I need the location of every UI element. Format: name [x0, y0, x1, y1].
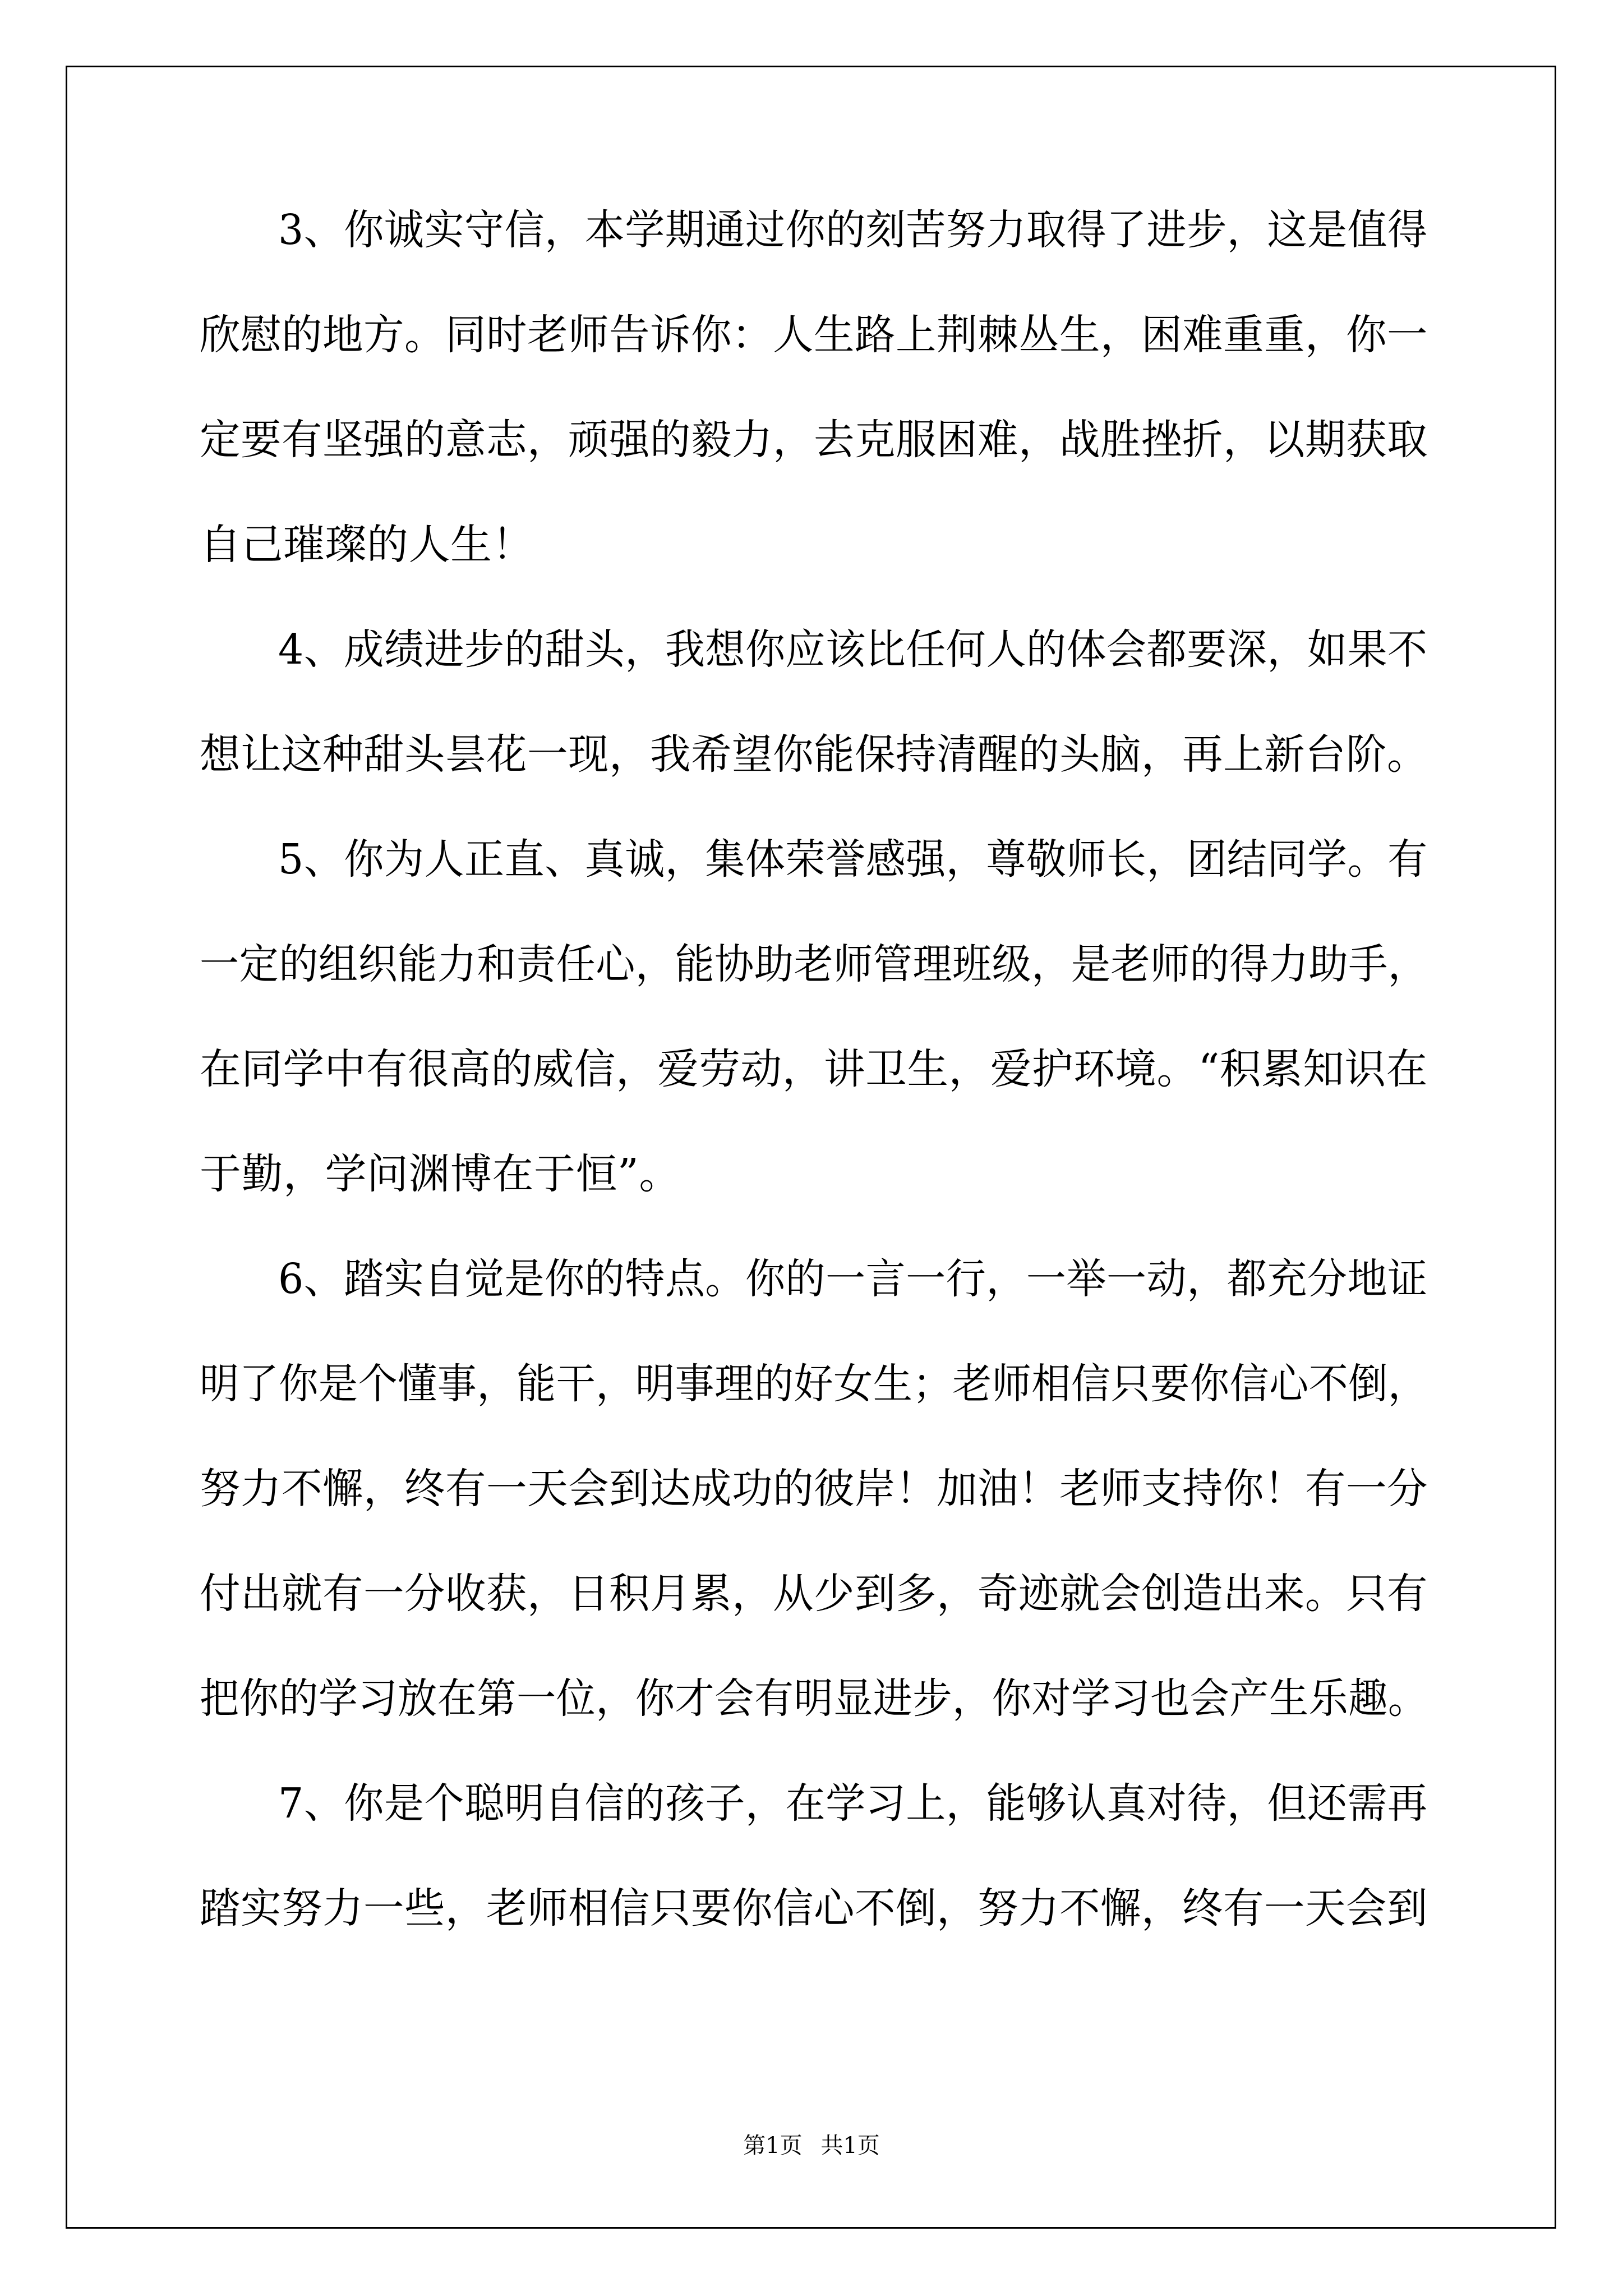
paragraph-line: 在同学中有很高的威信，爱劳动，讲卫生，爱护环境。“积累知识在: [200, 1045, 1428, 1093]
paragraph-line: 4、成绩进步的甜头，我想你应该比任何人的体会都要深，如果不: [278, 625, 1428, 674]
paragraph-line: 6、踏实自觉是你的特点。你的一言一行，一举一动，都充分地证: [278, 1255, 1428, 1303]
paragraph-line: 想让这种甜头昙花一现，我希望你能保持清醒的头脑，再上新台阶。: [200, 730, 1428, 779]
paragraph-line: 明了你是个懂事，能干，明事理的好女生；老师相信只要你信心不倒，: [200, 1360, 1428, 1408]
page-footer: [0, 2132, 1623, 2160]
paragraph-line: 努力不懈，终有一天会到达成功的彼岸！加油！老师支持你！有一分: [200, 1465, 1428, 1513]
paragraph-line: 踏实努力一些，老师相信只要你信心不倒，努力不懈，终有一天会到: [200, 1884, 1428, 1932]
paragraph-line: 自己璀璨的人生！: [200, 521, 534, 569]
page-number: 第1页: [743, 2133, 803, 2159]
paragraph-line: 欣慰的地方。同时老师告诉你：人生路上荆棘丛生，困难重重，你一: [200, 311, 1428, 359]
paragraph-line: 于勤，学问渊博在于恒”。: [200, 1150, 681, 1198]
page-total: 共1页: [820, 2133, 880, 2159]
paragraph-line: 付出就有一分收获，日积月累，从少到多，奇迹就会创造出来。只有: [200, 1570, 1428, 1618]
paragraph-line: 7、你是个聪明自信的孩子，在学习上，能够认真对待，但还需再: [278, 1779, 1428, 1828]
paragraph-line: 3、你诚实守信，本学期通过你的刻苦努力取得了进步，这是值得: [278, 206, 1428, 254]
paragraph-line: 一定的组织能力和责任心，能协助老师管理班级，是老师的得力助手，: [200, 940, 1428, 988]
paragraph-line: 把你的学习放在第一位，你才会有明显进步，你对学习也会产生乐趣。: [200, 1674, 1428, 1723]
paragraph-line: 定要有坚强的意志，顽强的毅力，去克服困难，战胜挫折，以期获取: [200, 416, 1428, 464]
paragraph-line: 5、你为人正直、真诚，集体荣誉感强，尊敬师长，团结同学。有: [278, 835, 1428, 884]
